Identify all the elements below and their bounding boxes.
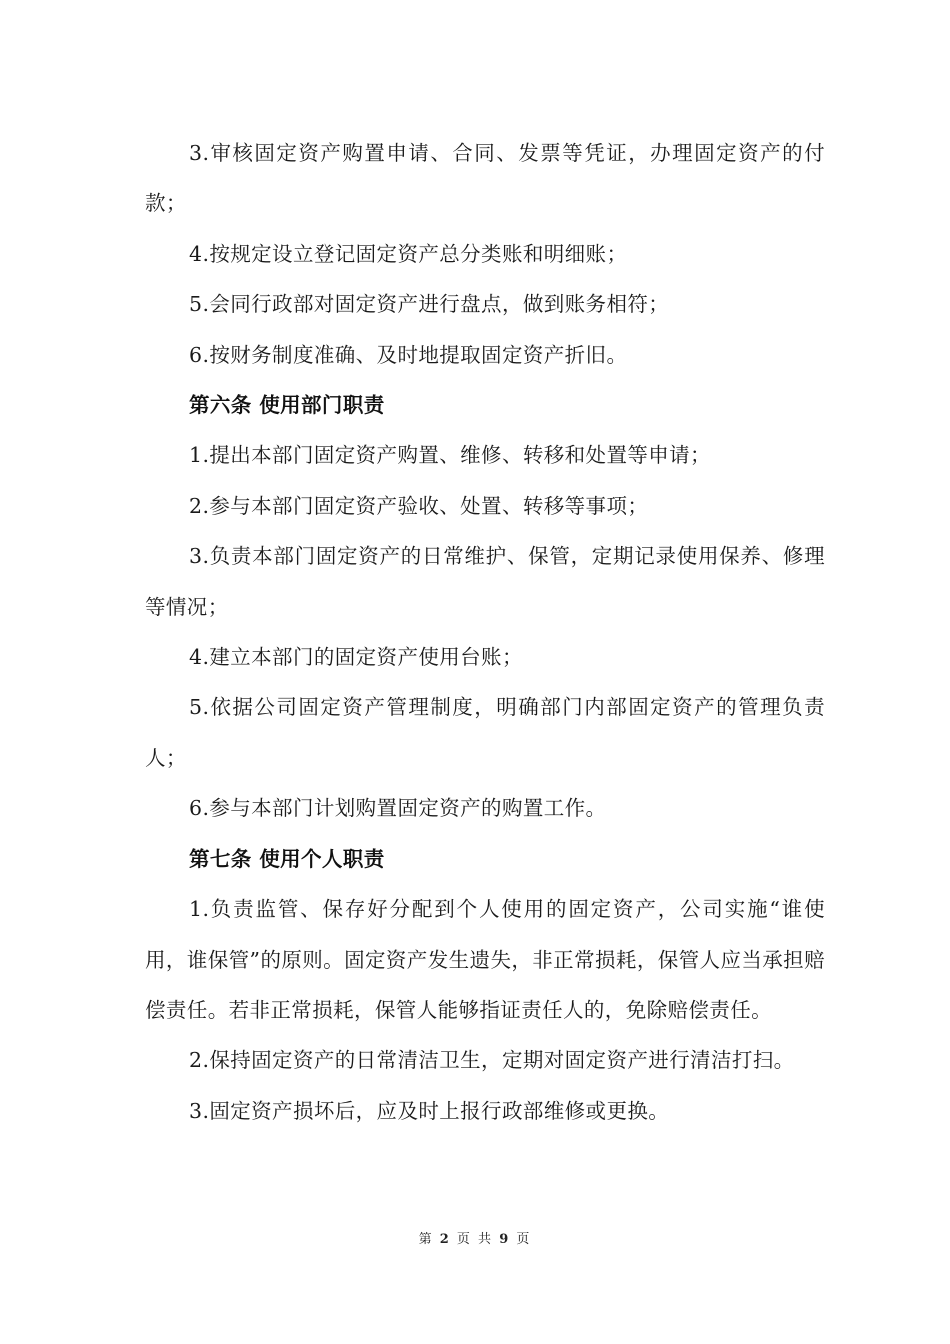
paragraph: 5.依据公司固定资产管理制度，明确部门内部固定资产的管理负责人； bbox=[145, 695, 825, 770]
total-pages-number: 9 bbox=[499, 1232, 511, 1247]
paragraph: 3.负责本部门固定资产的日常维护、保管，定期记录使用保养、修理等情况； bbox=[145, 544, 825, 619]
section-heading: 第七条 使用个人职责 bbox=[189, 846, 385, 871]
footer-prefix: 第 bbox=[418, 1232, 434, 1247]
paragraph: 4.按规定设立登记固定资产总分类账和明细账； bbox=[189, 241, 628, 266]
paragraph: 2.保持固定资产的日常清洁卫生，定期对固定资产进行清洁打扫。 bbox=[189, 1048, 795, 1073]
paragraph: 5.会同行政部对固定资产进行盘点，做到账务相符； bbox=[189, 292, 670, 317]
page-footer bbox=[0, 1228, 950, 1247]
footer-suffix: 页 bbox=[516, 1232, 532, 1247]
section-heading: 第六条 使用部门职责 bbox=[189, 393, 385, 418]
paragraph: 3.固定资产损坏后，应及时上报行政部维修或更换。 bbox=[189, 1098, 670, 1123]
paragraph: 6.按财务制度准确、及时地提取固定资产折旧。 bbox=[189, 342, 628, 367]
paragraph: 2.参与本部门固定资产验收、处置、转移等事项； bbox=[189, 493, 649, 518]
footer-middle: 页 共 bbox=[456, 1232, 494, 1247]
paragraph: 1.负责监管、保存好分配到个人使用的固定资产，公司实施“谁使用，谁保管”的原则。固定资产发生遗失，非正常损耗，保管人应当承担赔偿责任。若非正常损耗，保管人能够指证责任人的，免除赔偿责任。 bbox=[145, 897, 825, 1022]
document-body bbox=[145, 128, 825, 1136]
paragraph: 3.审核固定资产购置申请、合同、发票等凭证，办理固定资产的付款； bbox=[145, 141, 825, 216]
paragraph: 6.参与本部门计划购置固定资产的购置工作。 bbox=[189, 796, 607, 821]
current-page-number: 2 bbox=[439, 1232, 451, 1247]
paragraph: 1.提出本部门固定资产购置、维修、转移和处置等申请； bbox=[189, 443, 711, 468]
paragraph: 4.建立本部门的固定资产使用台账； bbox=[189, 645, 523, 670]
